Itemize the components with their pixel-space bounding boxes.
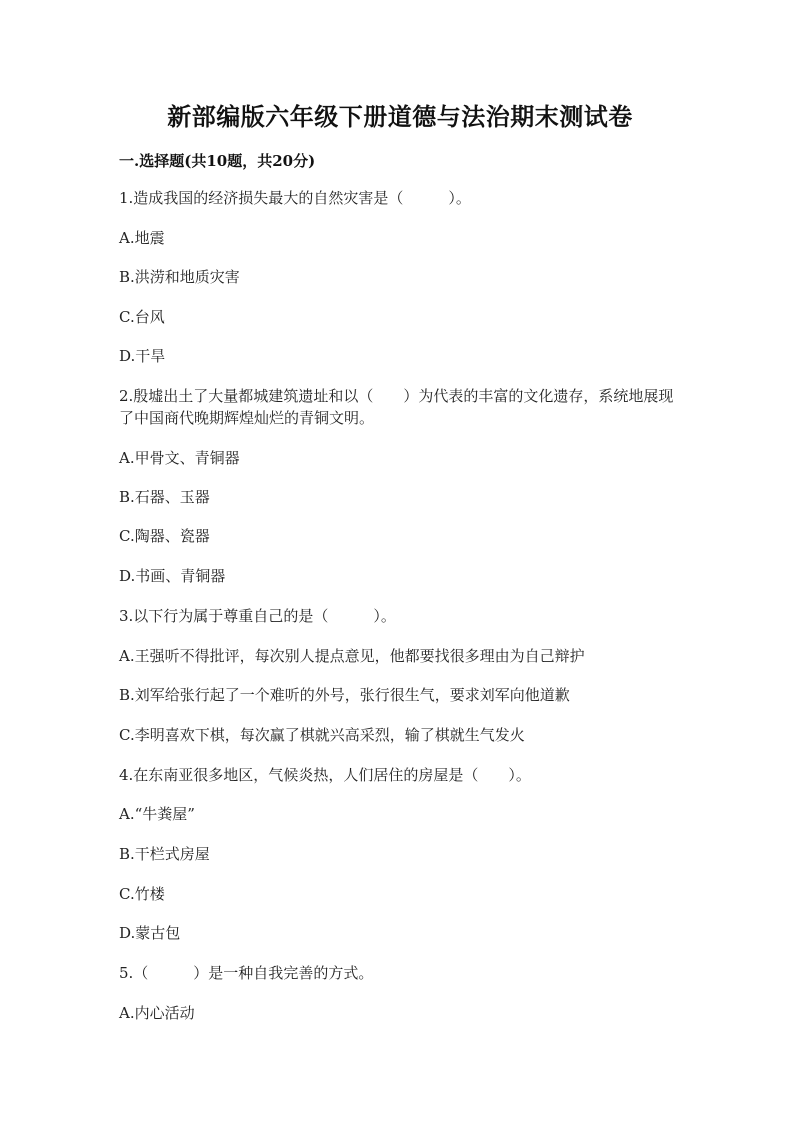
exam-title: 新部编版六年级下册道德与法治期末测试卷 [167, 102, 633, 131]
question-3-stem: 3.以下行为属于尊重自己的是（ ）。 [119, 607, 396, 625]
question-1-option-a: A.地震 [119, 229, 165, 247]
question-4-option-d: D.蒙古包 [119, 924, 181, 942]
question-2-option-b: B.石器、玉器 [119, 488, 210, 506]
question-1-option-d: D.干旱 [119, 347, 166, 365]
question-1-option-b: B.洪涝和地质灾害 [119, 268, 240, 286]
question-2-option-c: C.陶器、瓷器 [119, 527, 210, 545]
question-3-option-a: A.王强听不得批评，每次别人提点意见，他都要找很多理由为自己辩护 [119, 647, 585, 665]
question-1-stem: 1.造成我国的经济损失最大的自然灾害是（ ）。 [119, 189, 471, 207]
question-2-option-a: A.甲骨文、青铜器 [119, 449, 240, 467]
question-2-stem: 2.殷墟出土了大量都城建筑遗址和以（ ）为代表的丰富的文化遗存，系统地展现了中国商代晚期辉煌灿烂的青铜文明。 [119, 387, 674, 427]
question-5-stem: 5.（ ）是一种自我完善的方式。 [119, 964, 374, 982]
question-4-option-c: C.竹楼 [119, 885, 165, 903]
question-4-option-b: B.干栏式房屋 [119, 845, 210, 863]
question-3-option-c: C.李明喜欢下棋，每次赢了棋就兴高采烈，输了棋就生气发火 [119, 726, 525, 744]
question-2-option-d: D.书画、青铜器 [119, 567, 226, 585]
question-4-option-a: A.“牛粪屋” [119, 805, 195, 823]
question-1-option-c: C.台风 [119, 308, 165, 326]
section-header: 一.选择题(共10题，共20分) [119, 152, 316, 170]
question-3-option-b: B.刘军给张行起了一个难听的外号，张行很生气，要求刘军向他道歉 [119, 686, 570, 704]
question-5-option-a: A.内心活动 [119, 1004, 195, 1022]
question-4-stem: 4.在东南亚很多地区，气候炎热，人们居住的房屋是（ ）。 [119, 766, 531, 784]
